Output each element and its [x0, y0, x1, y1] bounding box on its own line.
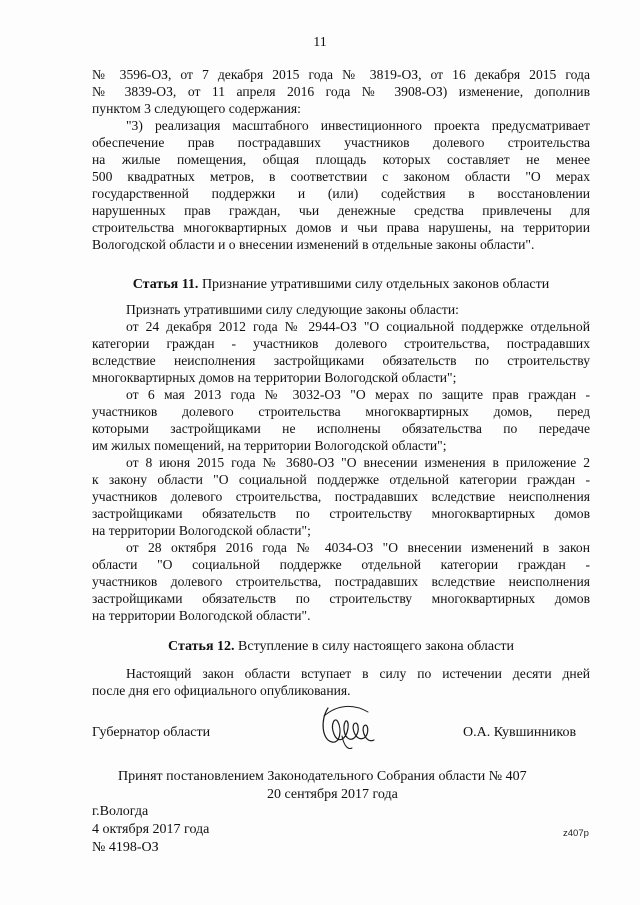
text-line: участников долевого строительства, пострадавших вследствие неисполнения [92, 489, 590, 504]
article-title: Признание утратившими силу отдельных законов области [201, 277, 550, 292]
city: г.Вологда [92, 804, 149, 819]
text-line: от 6 мая 2013 года № 3032-ОЗ "О мерах по защите прав граждан - [126, 387, 590, 402]
text-line: которыми застройщиками не исполнены обязательства по передаче [92, 421, 590, 436]
document-code: z407p [563, 828, 589, 839]
repealed-law-3 [92, 454, 590, 539]
text-line: на территории Вологодской области". [92, 608, 311, 623]
text-line: обеспечение прав пострадавших участников долевого строительства [92, 135, 590, 150]
text-line: участников долевого строительства многоквартирных домов, перед [92, 404, 590, 419]
intro-line: Признать утратившими силу следующие законы области: [126, 302, 459, 317]
text-line: Вологодской области и о внесении изменений в отдельные законы области". [92, 237, 535, 252]
text-line: нарушенных прав граждан, чьи денежные средства привлечены для [92, 203, 590, 218]
text-line: пунктом 3 следующего содержания: [92, 101, 301, 116]
governor-name: О.А. Кувшинников [463, 725, 577, 740]
text-line: на территории Вологодской области"; [92, 523, 311, 538]
text-line: многоквартирных домов на территории Вологодской области"; [92, 370, 457, 385]
text-line: 500 квадратных метров, в соответствии с законом области "О мерах [92, 169, 590, 184]
article-12-heading [92, 638, 590, 655]
text-line: на жилые помещения, общая площадь которых составляет не менее [92, 152, 590, 167]
page-number: 11 [313, 35, 327, 50]
article-title: Вступление в силу настоящего закона области [238, 639, 514, 654]
law-number: № 4198-ОЗ [92, 840, 159, 855]
text-line: от 28 октября 2016 года № 4034-ОЗ "О внесении изменений в закон [126, 540, 590, 555]
text-line: Настоящий закон области вступает в силу по истечении десяти дней [126, 666, 590, 681]
article-12-body [92, 665, 590, 699]
article-11-body [92, 301, 590, 624]
text-line: государственной поддержки и (или) содействия в восстановлении [92, 186, 590, 201]
text-line: категории граждан - участников долевого строительства, пострадавших [92, 336, 590, 351]
text-line: застройщиками обязательств по строительству многоквартирных домов [92, 506, 590, 521]
signing-date: 4 октября 2017 года [92, 822, 210, 837]
repealed-law-2 [92, 386, 590, 454]
adoption-line-2: 20 сентября 2017 года [267, 787, 398, 802]
text-line: от 24 декабря 2012 года № 2944-ОЗ "О социальной поддержке отдельной [126, 319, 590, 334]
text-line: строительства многоквартирных домов и чьи права нарушены, на территории [92, 220, 590, 235]
text-line: № 3839-ОЗ, от 11 апреля 2016 года № 3908-ОЗ) изменение, дополнив [92, 84, 590, 99]
text-line: им жилых помещений, на территории Вологодской области"; [92, 438, 447, 453]
continuation-paragraph [92, 66, 590, 117]
handwritten-signature [318, 700, 380, 752]
article-label: Статья 11. [132, 277, 199, 292]
text-line: области "О социальной поддержке отдельной категории граждан - [92, 557, 590, 572]
article-11-heading [92, 276, 590, 293]
text-line: от 8 июня 2015 года № 3680-ОЗ "О внесении изменения в приложение 2 [126, 455, 590, 470]
text-line: участников долевого строительства, пострадавших вследствие неисполнения [92, 574, 590, 589]
text-line: после дня его официального опубликования. [92, 683, 351, 698]
text-line: к закону области "О социальной поддержке отдельной категории граждан - [92, 472, 590, 487]
governor-title: Губернатор области [92, 725, 211, 740]
footer-block [92, 803, 209, 857]
text-line: застройщиками обязательств по строительству многоквартирных домов [92, 591, 590, 606]
text-line: "3) реализация масштабного инвестиционного проекта предусматривает [126, 118, 590, 133]
article-label: Статья 12. [168, 639, 235, 654]
text-line: вследствие неисполнения застройщиками обязательств по строительству [92, 353, 590, 368]
text-line: № 3596-ОЗ, от 7 декабря 2015 года № 3819-ОЗ, от 16 декабря 2015 года [92, 67, 590, 82]
quoted-point [92, 117, 590, 253]
repealed-law-1 [92, 318, 590, 386]
adoption-line-1: Принят постановлением Законодательного Собрания области № 407 [118, 769, 527, 784]
repealed-law-4 [92, 539, 590, 624]
